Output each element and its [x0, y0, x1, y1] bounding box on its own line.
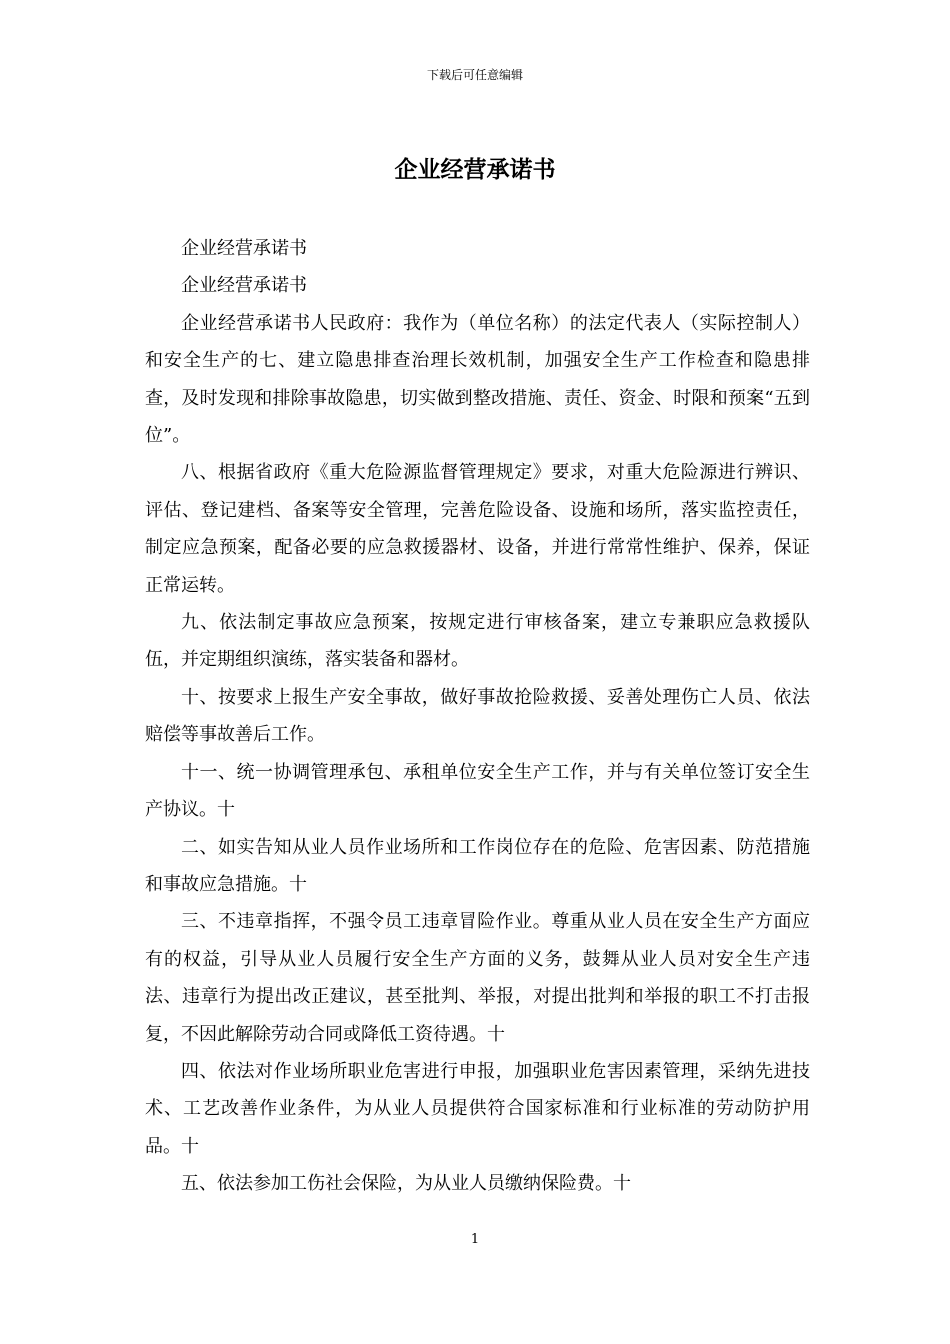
paragraph: 五、依法参加工伤社会保险，为从业人员缴纳保险费。十 [181, 1173, 631, 1195]
document-title: 企业经营承诺书 [394, 156, 556, 183]
paragraph: 企业经营承诺书 [181, 238, 307, 259]
paragraph: 九、依法制定事故应急预案，按规定进行审核备案，建立专兼职应急救援队伍，并定期组织演练，落实装备和器材。 [145, 612, 810, 671]
paragraph: 十、按要求上报生产安全事故，做好事故抢险救援、妥善处理伤亡人员、依法赔偿等事故善后工作。 [145, 686, 810, 746]
paragraph: 十一、统一协调管理承包、承租单位安全生产工作，并与有关单位签订安全生产协议。十 [145, 761, 810, 821]
paragraph: 企业经营承诺书 [181, 275, 307, 297]
paragraph: 八、根据省政府《重大危险源监督管理规定》要求，对重大危险源进行辨识、评估、登记建档、备案等安全管理，完善危险设备、设施和场所，落实监控责任，制定应急预案，配备必要的应急救援器材、设备，并进行常常性维护、保养，保证正常运转。 [145, 462, 810, 596]
header-note: 下载后可任意编辑 [426, 68, 523, 82]
paragraph: 四、依法对作业场所职业危害进行申报，加强职业危害因素管理，采纳先进技术、工艺改善作业条件，为从业人员提供符合国家标准和行业标准的劳动防护用品。十 [145, 1060, 810, 1157]
document-body [145, 230, 810, 1203]
page-number: 1 [470, 1232, 480, 1247]
paragraph: 企业经营承诺书人民政府：我作为（单位名称）的法定代表人（实际控制人）和安全生产的七、建立隐患排查治理长效机制，加强安全生产工作检查和隐患排查，及时发现和排除事故隐患，切实做到整改措施、责任、资金、时限和预案“五到位”。 [145, 312, 810, 447]
paragraph: 三、不违章指挥，不强令员工违章冒险作业。尊重从业人员在安全生产方面应有的权益，引导从业人员履行安全生产方面的义务，鼓舞从业人员对安全生产违法、违章行为提出改正建议，甚至批判、举报，对提出批判和举报的职工不打击报复，不因此解除劳动合同或降低工资待遇。十 [145, 911, 810, 1045]
paragraph: 二、如实告知从业人员作业场所和工作岗位存在的危险、危害因素、防范措施和事故应急措施。十 [145, 836, 810, 895]
